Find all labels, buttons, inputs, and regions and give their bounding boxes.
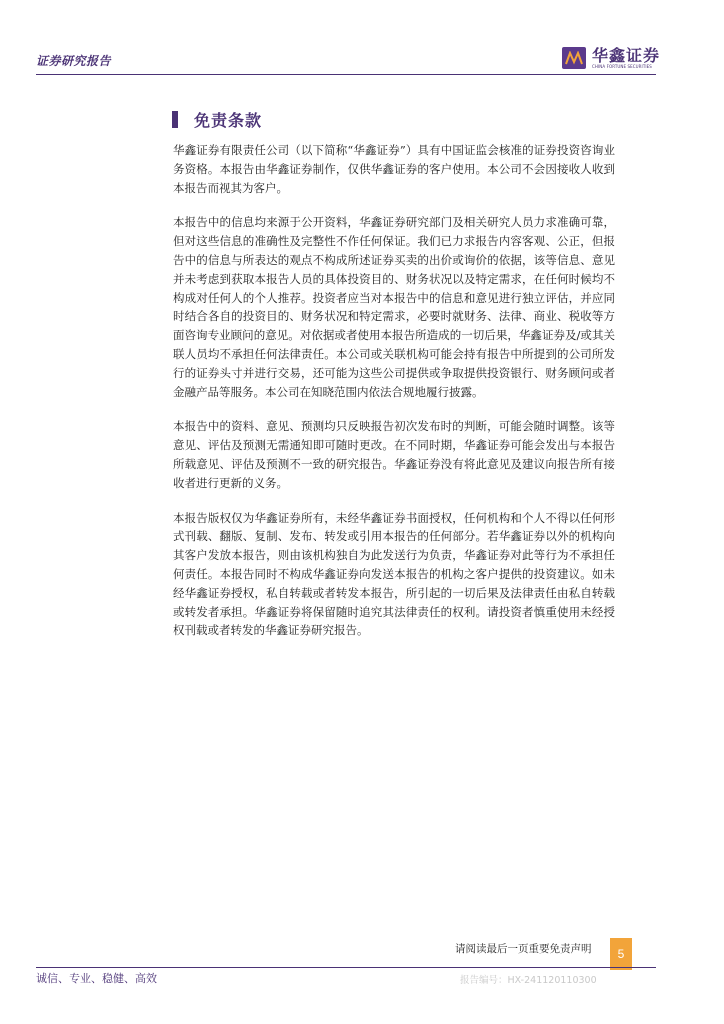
- logo-english-name: CHINA FORTUNE SECURITIES: [592, 63, 652, 69]
- report-type-title: 证券研究报告: [36, 54, 112, 68]
- footer-divider: [36, 967, 656, 968]
- section-marker: [172, 111, 178, 128]
- header-divider: [36, 74, 656, 75]
- paragraph-qualification: 华鑫证券有限责任公司（以下简称“华鑫证券”）具有中国证监会核准的证券投资咨询业务资格。本报告由华鑫证券制作，仅供华鑫证券的客户使用。本公司不会因接收人收到本报告而视其为客户。: [173, 143, 615, 195]
- paragraph-opinions: 本报告中的资料、意见、预测均只反映报告初次发布时的判断，可能会随时调整。该等意见、评估及预测无需通知即可随时更改。在不同时期，华鑫证券可能会发出与本报告所载意见、评估及预测不一致的研究报告。华鑫证券没有将此意见及建议向报告所有接收者进行更新的义务。: [173, 419, 615, 490]
- paragraph-copyright: 本报告版权仅为华鑫证券所有，未经华鑫证券书面授权，任何机构和个人不得以任何形式刊载、翻版、复制、发布、转发或引用本报告的任何部分。若华鑫证券以外的机构向其客户发放本报告，则由该机构独自为此发送行为负责，华鑫证券对此等行为不承担任何责任。本报告同时不构成华鑫证券向发送本报告的机构之客户提供的投资建议。如未经华鑫证券授权，私自转载或者转发本报告，所引起的一切后果及法律责任由私自转载或转发者承担。华鑫证券将保留随时追究其法律责任的权利。请投资者慎重使用未经授权刊载或者转发的华鑫证券研究报告。: [173, 510, 615, 638]
- section-heading: [172, 108, 262, 131]
- page-number-badge: 5: [610, 938, 632, 970]
- report-id: 报告编号：HX-241120110300: [460, 975, 597, 986]
- footer-motto: 诚信、专业、稳健、高效: [36, 972, 157, 985]
- paragraph-information-source: 本报告中的信息均来源于公开资料，华鑫证券研究部门及相关研究人员力求准确可靠，但对这些信息的准确性及完整性不作任何保证。我们已力求报告内容客观、公正，但报告中的信息与所表达的观点不构成所述证券买卖的出价或询价的依据，该等信息、意见并未考虑到获取本报告人员的具体投资目的、财务状况以及特定需求，在任何时候均不构成对任何人的个人推荐。投资者应当对本报告中的信息和意见进行独立评估，并应同时结合各自的投资目的、财务状况和特定需求，必要时就财务、法律、商业、税收等方面咨询专业顾问的意见。对依据或者使用本报告所造成的一切后果，华鑫证券及/或其关联人员均不承担任何法律责任。本公司或关联机构可能会持有报告中所提到的公司所发行的证券头寸并进行交易，还可能为这些公司提供或争取提供投资银行、财务顾问或者金融产品等服务。本公司在知晓范围内依法合规地履行披露。: [173, 215, 615, 399]
- logo-chinese-name: 华鑫证券: [592, 45, 661, 65]
- section-title: 免责条款: [194, 111, 263, 130]
- disclaimer-body: [173, 141, 615, 656]
- company-logo: [562, 44, 660, 72]
- footer-disclaimer-note: 请阅读最后一页重要免责声明: [455, 943, 592, 955]
- logo-mark-icon: [562, 47, 586, 69]
